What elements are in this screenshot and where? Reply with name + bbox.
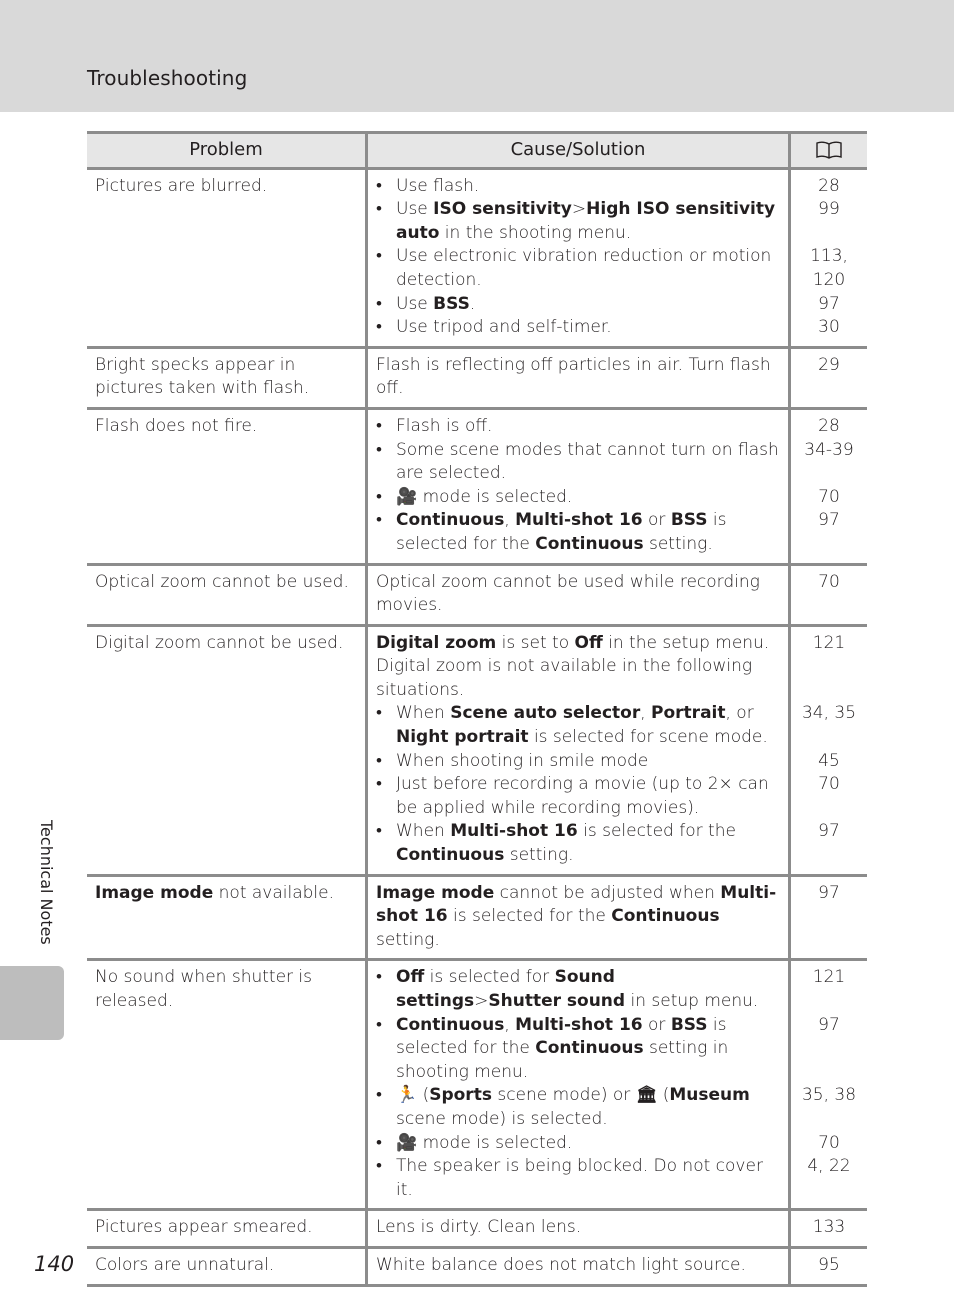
page-reference: 30 bbox=[818, 317, 840, 338]
bold-term: BSS bbox=[670, 510, 708, 531]
problem-cell bbox=[87, 875, 367, 960]
bold-term: Scene auto selector bbox=[450, 703, 641, 724]
page-reference: 35, 38 bbox=[801, 1085, 857, 1106]
page-reference bbox=[799, 222, 859, 246]
cause-cell bbox=[367, 960, 790, 1210]
table-row bbox=[87, 1247, 867, 1285]
bold-term: Night portrait bbox=[396, 727, 529, 748]
problem-cell bbox=[87, 960, 367, 1210]
table-row bbox=[87, 168, 867, 347]
text: Flash is reflecting off particles in air. Turn flash off. bbox=[376, 354, 771, 399]
bold-term: Continuous bbox=[396, 845, 505, 866]
page-reference: 34-39 bbox=[804, 439, 854, 460]
text: is selected for the bbox=[396, 1014, 727, 1059]
page-reference bbox=[799, 1061, 859, 1085]
bullet-item bbox=[376, 773, 780, 820]
problem-cell bbox=[87, 347, 367, 408]
bullet-item bbox=[376, 1132, 780, 1156]
bold-term: Museum bbox=[669, 1085, 750, 1106]
bold-term: High ISO sensitivity auto bbox=[396, 199, 776, 243]
text: cannot be adjusted when bbox=[494, 882, 721, 903]
page-reference: 95 bbox=[818, 1254, 840, 1275]
text: , or bbox=[725, 703, 754, 724]
page-reference: 70 bbox=[818, 486, 840, 507]
bullet-item bbox=[376, 1155, 780, 1202]
text: is selected for scene mode. bbox=[528, 727, 768, 748]
text: is selected for the bbox=[447, 906, 612, 927]
bullet-item bbox=[376, 198, 780, 245]
table-row bbox=[87, 564, 867, 625]
table-row bbox=[87, 625, 867, 875]
paragraph bbox=[376, 354, 780, 401]
page-reference bbox=[799, 462, 859, 486]
bold-term: Sound settings bbox=[396, 967, 615, 1011]
header-band bbox=[0, 0, 954, 112]
text: No sound when shutter is released. bbox=[95, 967, 313, 1011]
cause-cell bbox=[367, 875, 790, 960]
reference-cell bbox=[790, 1247, 868, 1285]
cause-cell bbox=[367, 1210, 790, 1248]
table-row bbox=[87, 347, 867, 408]
paragraph bbox=[376, 571, 780, 618]
text: Flash is off. bbox=[396, 415, 493, 436]
text: White balance does not match light source. bbox=[376, 1254, 746, 1275]
text: in the setup menu. Digital zoom is not available in the following situations. bbox=[376, 632, 770, 700]
page-reference: 28 bbox=[818, 415, 840, 436]
bullet-item bbox=[376, 316, 780, 340]
page-reference: 121 bbox=[812, 967, 846, 988]
bold-term: Continuous bbox=[396, 510, 505, 531]
text: in the shooting menu. bbox=[439, 222, 632, 243]
text: ( bbox=[657, 1085, 670, 1106]
reference-cell bbox=[790, 960, 868, 1210]
page-number: 140 bbox=[34, 1252, 75, 1276]
text: , bbox=[504, 510, 516, 531]
text: When bbox=[396, 703, 451, 724]
column-header-reference bbox=[790, 133, 868, 169]
side-tab bbox=[0, 966, 64, 1040]
bullet-item bbox=[376, 293, 780, 317]
cause-cell bbox=[367, 564, 790, 625]
paragraph bbox=[376, 632, 780, 703]
bold-term: ISO sensitivity bbox=[433, 199, 572, 220]
page-reference: 70 bbox=[818, 1132, 840, 1153]
bold-term: BSS bbox=[670, 1014, 708, 1035]
page-reference bbox=[799, 797, 859, 821]
bold-term: BSS bbox=[433, 293, 470, 314]
bold-term: Multi-shot 16 bbox=[376, 882, 777, 927]
bold-term: Off bbox=[396, 967, 425, 988]
bullet-item bbox=[376, 175, 780, 199]
page-reference bbox=[799, 679, 859, 703]
problem-cell bbox=[87, 625, 367, 875]
text: not available. bbox=[213, 882, 335, 903]
table-row bbox=[87, 408, 867, 564]
bold-term: Continuous bbox=[535, 1038, 644, 1059]
bullet-item bbox=[376, 966, 780, 1013]
bold-term: Image mode bbox=[376, 882, 495, 903]
page-reference: 113, bbox=[810, 246, 848, 267]
section-title: Troubleshooting bbox=[87, 66, 248, 90]
page-reference: 97 bbox=[818, 882, 840, 903]
text: setting. bbox=[643, 533, 713, 554]
text: , bbox=[640, 703, 652, 724]
bold-term: Multi-shot 16 bbox=[515, 510, 643, 531]
column-header-cause: Cause/Solution bbox=[367, 133, 790, 169]
text: . bbox=[469, 293, 476, 314]
text: or bbox=[642, 510, 671, 531]
book-icon bbox=[815, 140, 843, 160]
page-reference: 97 bbox=[818, 821, 840, 842]
bold-term: Shutter sound bbox=[488, 991, 626, 1011]
text: ( bbox=[417, 1085, 430, 1106]
cause-cell bbox=[367, 408, 790, 564]
bold-term: Continuous bbox=[535, 533, 644, 554]
problem-cell bbox=[87, 564, 367, 625]
bullet-item bbox=[376, 439, 780, 486]
text: Optical zoom cannot be used while recording movies. bbox=[376, 571, 760, 616]
paragraph bbox=[376, 1254, 780, 1278]
text: Bright specks appear in pictures taken with flash. bbox=[95, 354, 310, 399]
text: in setup menu. bbox=[625, 991, 759, 1011]
movie-icon: 🎥 bbox=[396, 1132, 418, 1153]
page-reference bbox=[799, 655, 859, 679]
text: Just before recording a movie (up to 2× can be applied while recording movies). bbox=[396, 774, 769, 818]
reference-cell bbox=[790, 625, 868, 875]
bold-term: Sports bbox=[429, 1085, 492, 1106]
page-reference: 45 bbox=[818, 750, 840, 771]
movie-icon: 🎥 bbox=[396, 486, 418, 507]
text: setting. bbox=[504, 845, 574, 866]
reference-cell bbox=[790, 875, 868, 960]
reference-cell bbox=[790, 1210, 868, 1248]
text: is selected for the bbox=[577, 821, 736, 842]
page-reference: 29 bbox=[818, 354, 840, 375]
text: scene mode) or bbox=[491, 1085, 636, 1106]
text: Some scene modes that cannot turn on flash are selected. bbox=[396, 439, 779, 484]
page-reference: 133 bbox=[812, 1217, 846, 1238]
page-reference bbox=[799, 1108, 859, 1132]
problem-cell bbox=[87, 408, 367, 564]
text: or bbox=[642, 1014, 671, 1035]
text: Pictures are blurred. bbox=[95, 175, 268, 196]
bullet-item bbox=[376, 1084, 780, 1131]
page-reference: 120 bbox=[812, 269, 846, 290]
text: Digital zoom cannot be used. bbox=[95, 632, 344, 653]
table-row bbox=[87, 1210, 867, 1248]
text: Optical zoom cannot be used. bbox=[95, 571, 349, 592]
table-header-row bbox=[87, 133, 867, 169]
text: > bbox=[571, 199, 587, 220]
reference-cell bbox=[790, 347, 868, 408]
bullet-item bbox=[376, 702, 780, 749]
bullet-item bbox=[376, 750, 780, 774]
paragraph bbox=[376, 1216, 780, 1240]
bold-term: Digital zoom bbox=[376, 632, 497, 653]
page-reference: 97 bbox=[818, 293, 840, 314]
page-reference: 99 bbox=[818, 199, 840, 220]
page-reference: 4, 22 bbox=[807, 1156, 851, 1177]
bold-term: Continuous bbox=[611, 906, 720, 927]
page-reference bbox=[799, 726, 859, 750]
page-reference bbox=[799, 990, 859, 1014]
text: setting. bbox=[376, 929, 440, 950]
bold-term: Off bbox=[574, 632, 603, 653]
page-reference: 34, 35 bbox=[801, 703, 857, 724]
text: Lens is dirty. Clean lens. bbox=[376, 1217, 582, 1238]
bold-term: Multi-shot 16 bbox=[515, 1014, 643, 1035]
bullet-item bbox=[376, 415, 780, 439]
text: is selected for the bbox=[396, 510, 727, 554]
page-reference: 97 bbox=[818, 510, 840, 531]
text: When bbox=[396, 821, 451, 842]
table-row bbox=[87, 960, 867, 1210]
reference-cell bbox=[790, 564, 868, 625]
sports-icon: 🏃 bbox=[396, 1085, 418, 1106]
column-header-problem: Problem bbox=[87, 133, 367, 169]
text: , bbox=[504, 1014, 516, 1035]
page-reference: 97 bbox=[818, 1014, 840, 1035]
bold-term: Portrait bbox=[651, 703, 726, 724]
bullet-item bbox=[376, 509, 780, 556]
text: mode is selected. bbox=[417, 1132, 573, 1153]
text: is set to bbox=[496, 632, 575, 653]
reference-cell bbox=[790, 168, 868, 347]
paragraph bbox=[376, 882, 780, 953]
text: > bbox=[474, 991, 489, 1011]
page-reference: 121 bbox=[812, 632, 846, 653]
text: Use electronic vibration reduction or motion detection. bbox=[396, 246, 772, 290]
text: scene mode) is selected. bbox=[396, 1108, 608, 1129]
bold-term: Image mode bbox=[95, 882, 214, 903]
troubleshooting-table bbox=[87, 131, 867, 1287]
text: is selected for bbox=[424, 967, 555, 988]
bullet-item bbox=[376, 1014, 780, 1085]
text: The speaker is being blocked. Do not cover it. bbox=[396, 1156, 763, 1200]
text: Pictures appear smeared. bbox=[95, 1217, 313, 1238]
reference-cell bbox=[790, 408, 868, 564]
page-reference: 70 bbox=[818, 571, 840, 592]
problem-cell bbox=[87, 1247, 367, 1285]
bullet-item bbox=[376, 820, 780, 867]
text: setting in shooting menu. bbox=[396, 1038, 729, 1082]
text: Use flash. bbox=[396, 175, 480, 196]
museum-icon: 🏛 bbox=[635, 1085, 658, 1106]
cause-cell bbox=[367, 168, 790, 347]
bold-term: Multi-shot 16 bbox=[450, 821, 578, 842]
page-reference: 70 bbox=[818, 774, 840, 795]
cause-cell bbox=[367, 1247, 790, 1285]
text: Use bbox=[396, 199, 434, 220]
cause-cell bbox=[367, 347, 790, 408]
page-reference bbox=[799, 1037, 859, 1061]
text: Colors are unnatural. bbox=[95, 1254, 275, 1275]
bullet-item bbox=[376, 245, 780, 292]
text: Use tripod and self-timer. bbox=[396, 317, 612, 338]
problem-cell bbox=[87, 168, 367, 347]
bullet-item bbox=[376, 486, 780, 510]
bold-term: Continuous bbox=[396, 1014, 505, 1035]
problem-cell bbox=[87, 1210, 367, 1248]
cause-cell bbox=[367, 625, 790, 875]
side-section-label: Technical Notes bbox=[37, 820, 56, 945]
text: mode is selected. bbox=[417, 486, 573, 507]
table-row bbox=[87, 875, 867, 960]
text: Use bbox=[396, 293, 434, 314]
text: When shooting in smile mode bbox=[396, 750, 649, 771]
page-reference: 28 bbox=[818, 175, 840, 196]
text: Flash does not fire. bbox=[95, 415, 258, 436]
